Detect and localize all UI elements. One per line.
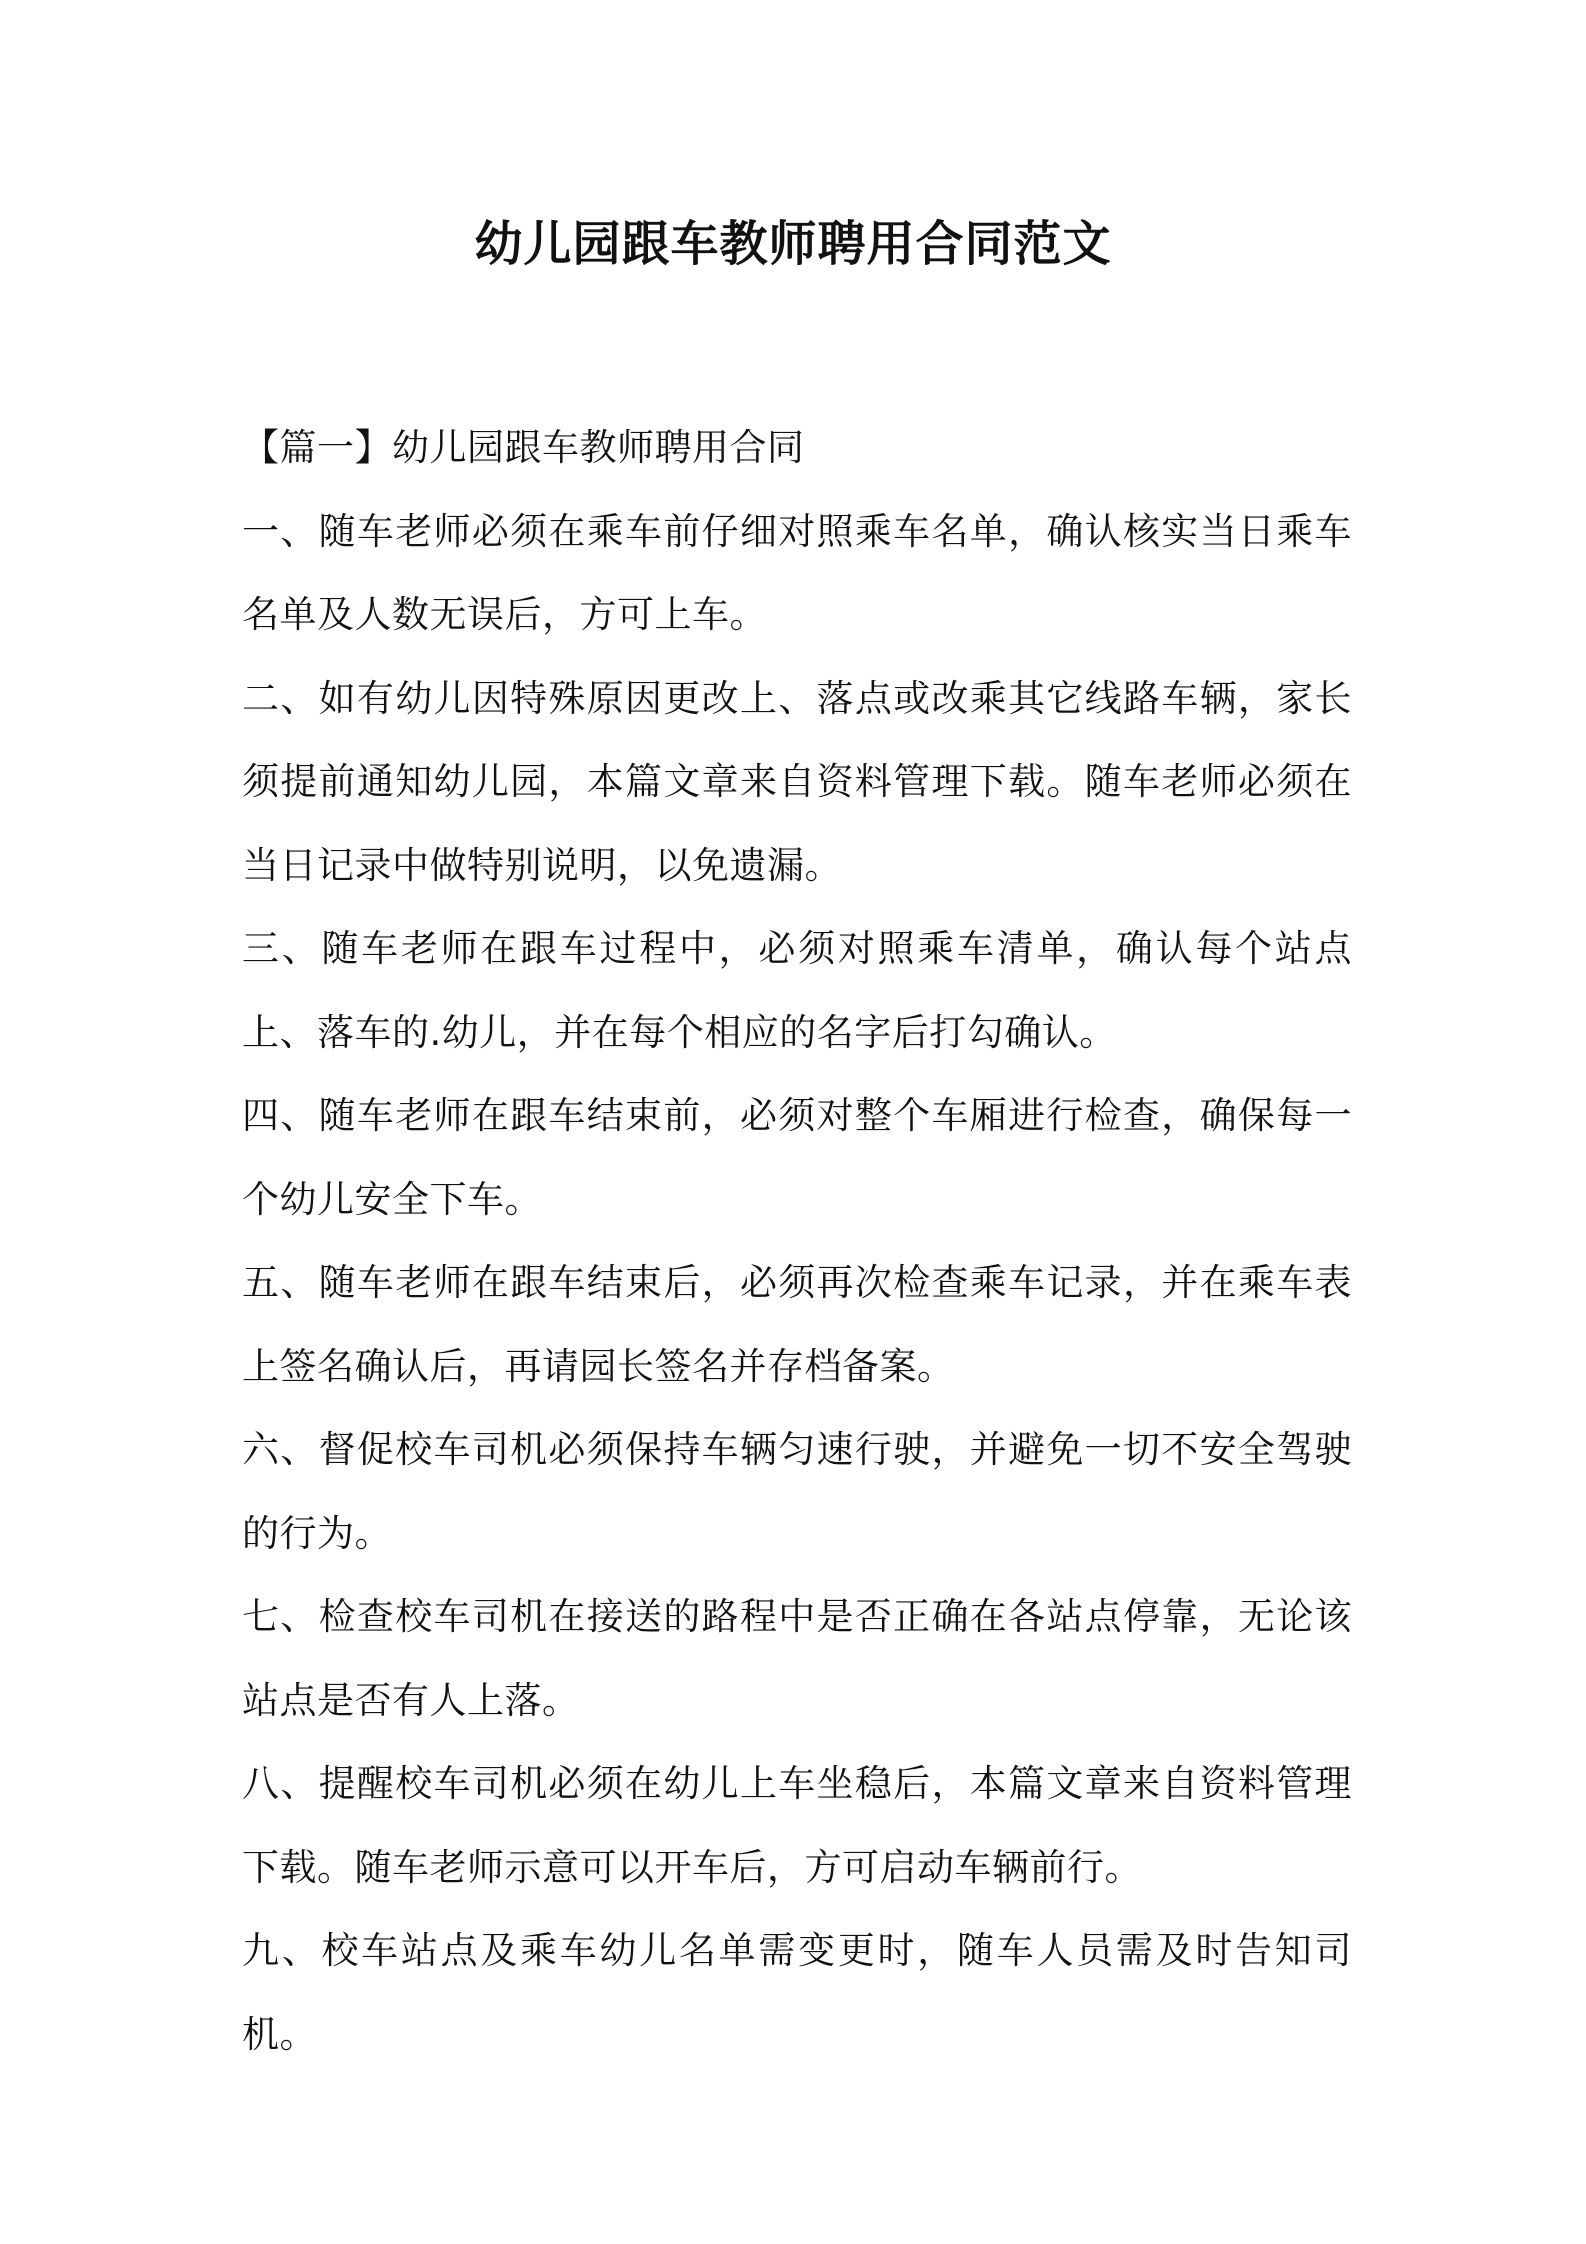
clause-5: 五、随车老师在跟车结束后，必须再次检查乘车记录，并在乘车表上签名确认后，再请园长签名并存档备案。 [242, 1261, 1352, 1388]
document-title: 幼儿园跟车教师聘用合同范文 [474, 216, 1112, 272]
clause-6: 六、督促校车司机必须保持车辆匀速行驶，并避免一切不安全驾驶的行为。 [242, 1428, 1352, 1555]
clause-2: 二、如有幼儿因特殊原因更改上、落点或改乘其它线路车辆，家长须提前通知幼儿园，本篇文章来自资料管理下载。随车老师必须在当日记录中做特别说明，以免遗漏。 [242, 676, 1352, 887]
clause-3: 三、随车老师在跟车过程中，必须对照乘车清单，确认每个站点上、落车的.幼儿，并在每个相应的名字后打勾确认。 [242, 927, 1352, 1054]
clause-9: 九、校车站点及乘车幼儿名单需变更时，随车人员需及时告知司机。 [242, 1929, 1352, 2056]
clause-4: 四、随车老师在跟车结束前，必须对整个车厢进行检查，确保每一个幼儿安全下车。 [242, 1094, 1352, 1221]
clause-7: 七、检查校车司机在接送的路程中是否正确在各站点停靠，无论该站点是否有人上落。 [242, 1595, 1352, 1722]
section-heading: 【篇一】幼儿园跟车教师聘用合同 [242, 426, 805, 469]
document-body [242, 406, 1352, 2076]
clause-8: 八、提醒校车司机必须在幼儿上车坐稳后，本篇文章来自资料管理下载。随车老师示意可以开车后，方可启动车辆前行。 [242, 1762, 1352, 1889]
clause-1: 一、随车老师必须在乘车前仔细对照乘车名单，确认核实当日乘车名单及人数无误后，方可上车。 [242, 509, 1352, 636]
